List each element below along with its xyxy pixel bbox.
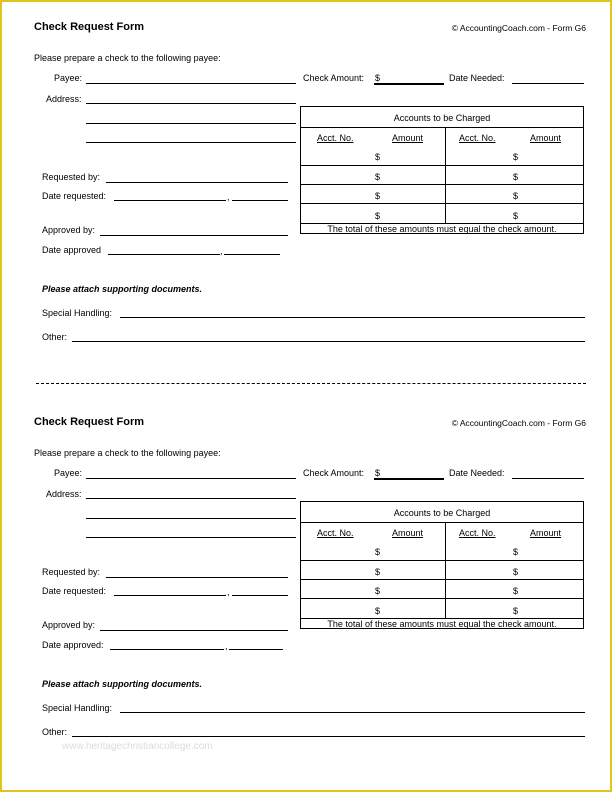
special-handling-field[interactable]	[120, 317, 585, 318]
date-needed-field[interactable]	[512, 83, 584, 84]
date-needed-label: Date Needed:	[449, 73, 505, 83]
amount-header-2: Amount	[530, 528, 562, 538]
amount-dollar: $	[375, 586, 381, 596]
comma: ,	[225, 641, 228, 651]
payee-label: Payee:	[54, 73, 83, 83]
attach-note: Please attach supporting documents.	[42, 679, 203, 689]
total-note: The total of these amounts must equal the check amount.	[327, 224, 557, 234]
amount-header-2: Amount	[530, 133, 562, 143]
address-line-2[interactable]	[86, 518, 296, 519]
date-requested-field[interactable]	[114, 200, 226, 201]
copyright-notice: © AccountingCoach.com - Form G6	[451, 418, 586, 428]
amount-dollar: $	[375, 547, 381, 557]
check-amount-field[interactable]	[374, 478, 444, 480]
watermark: www.heritagechristiancollege.com	[62, 741, 213, 752]
amount-dollar: $	[375, 567, 381, 577]
amount-dollar: $	[513, 191, 519, 201]
check-amount-dollar: $	[375, 468, 381, 478]
address-line-3[interactable]	[86, 142, 296, 143]
other-field[interactable]	[72, 341, 585, 342]
check-amount-label: Check Amount:	[303, 73, 365, 83]
acct-no-header-1: Acct. No.	[317, 528, 354, 538]
address-line-2[interactable]	[86, 123, 296, 124]
comma: ,	[220, 246, 223, 256]
amount-dollar: $	[513, 547, 519, 557]
date-needed-label: Date Needed:	[449, 468, 505, 478]
check-request-form-bottom	[2, 397, 610, 757]
address-label: Address:	[46, 489, 82, 499]
address-line-1[interactable]	[86, 103, 296, 104]
amount-dollar: $	[375, 191, 381, 201]
form-title: Check Request Form	[34, 21, 145, 33]
approved-by-label: Approved by:	[42, 620, 96, 630]
amount-dollar: $	[513, 586, 519, 596]
check-amount-label: Check Amount:	[303, 468, 365, 478]
amount-header-1: Amount	[392, 528, 424, 538]
payee-field[interactable]	[86, 478, 296, 479]
date-requested-field[interactable]	[114, 595, 226, 596]
special-handling-label: Special Handling:	[42, 308, 113, 318]
date-requested-label: Date requested:	[42, 586, 107, 596]
other-field[interactable]	[72, 736, 585, 737]
date-approved-label: Date approved:	[42, 640, 104, 650]
total-note: The total of these amounts must equal the check amount.	[327, 619, 557, 629]
special-handling-label: Special Handling:	[42, 703, 113, 713]
date-requested-label: Date requested:	[42, 191, 107, 201]
address-label: Address:	[46, 94, 82, 104]
payee-field[interactable]	[86, 83, 296, 84]
amount-dollar: $	[513, 606, 519, 616]
requested-by-label: Requested by:	[42, 172, 101, 182]
accounts-table-title: Accounts to be Charged	[393, 113, 491, 123]
approved-by-field[interactable]	[100, 630, 288, 631]
approved-by-label: Approved by:	[42, 225, 96, 235]
check-amount-field[interactable]	[374, 83, 444, 85]
form-title: Check Request Form	[34, 416, 145, 428]
requested-by-field[interactable]	[106, 577, 288, 578]
cut-line	[36, 383, 586, 384]
acct-no-header-2: Acct. No.	[459, 133, 496, 143]
copyright-notice: © AccountingCoach.com - Form G6	[451, 23, 586, 33]
other-label: Other:	[42, 332, 68, 342]
accounts-table	[300, 501, 584, 629]
amount-dollar: $	[513, 211, 519, 221]
attach-note: Please attach supporting documents.	[42, 284, 203, 294]
other-label: Other:	[42, 727, 68, 737]
instruction-text: Please prepare a check to the following payee:	[34, 53, 221, 63]
amount-dollar: $	[375, 606, 381, 616]
amount-dollar: $	[375, 152, 381, 162]
date-approved-field[interactable]	[108, 254, 220, 255]
acct-no-header-1: Acct. No.	[317, 133, 354, 143]
date-approved-year-field[interactable]	[224, 254, 280, 255]
acct-no-header-2: Acct. No.	[459, 528, 496, 538]
date-requested-year-field[interactable]	[232, 595, 288, 596]
check-request-form-top	[2, 2, 610, 362]
comma: ,	[227, 192, 230, 202]
amount-dollar: $	[513, 152, 519, 162]
instruction-text: Please prepare a check to the following payee:	[34, 448, 221, 458]
amount-dollar: $	[375, 172, 381, 182]
accounts-table	[300, 106, 584, 234]
requested-by-field[interactable]	[106, 182, 288, 183]
address-line-1[interactable]	[86, 498, 296, 499]
amount-dollar: $	[375, 211, 381, 221]
payee-label: Payee:	[54, 468, 83, 478]
comma: ,	[227, 587, 230, 597]
amount-header-1: Amount	[392, 133, 424, 143]
date-approved-field[interactable]	[110, 649, 224, 650]
date-approved-year-field[interactable]	[229, 649, 283, 650]
accounts-table-title: Accounts to be Charged	[393, 508, 491, 518]
date-approved-label: Date approved	[42, 245, 102, 255]
amount-dollar: $	[513, 567, 519, 577]
date-needed-field[interactable]	[512, 478, 584, 479]
special-handling-field[interactable]	[120, 712, 585, 713]
approved-by-field[interactable]	[100, 235, 288, 236]
requested-by-label: Requested by:	[42, 567, 101, 577]
amount-dollar: $	[513, 172, 519, 182]
check-amount-dollar: $	[375, 73, 381, 83]
address-line-3[interactable]	[86, 537, 296, 538]
date-requested-year-field[interactable]	[232, 200, 288, 201]
